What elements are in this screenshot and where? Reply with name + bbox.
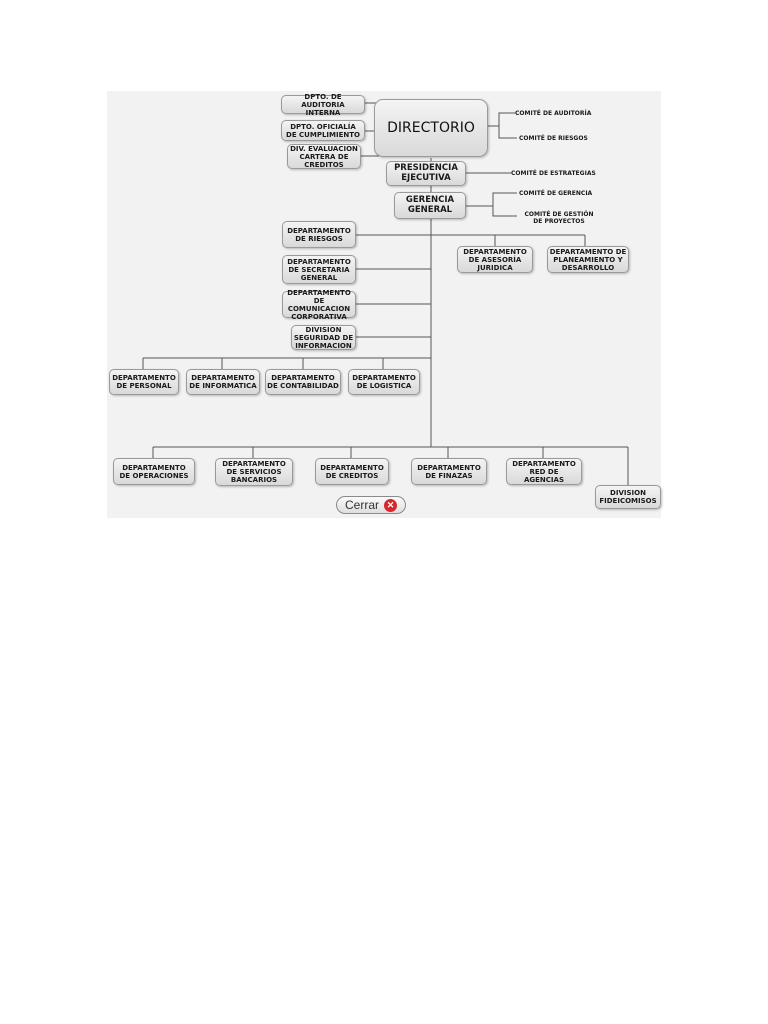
close-x-icon: ✕: [384, 499, 397, 512]
committee-auditoria: COMITÉ DE AUDITORÍA: [515, 110, 592, 117]
connector: [488, 113, 515, 126]
close-button-label: Cerrar: [344, 498, 379, 512]
committee-gerencia: COMITÉ DE GERENCIA: [519, 190, 593, 197]
connector: [493, 206, 517, 216]
box-departamento-riesgos: DEPARTAMENTO DE RIESGOS: [282, 221, 356, 248]
box-presidencia-ejecutiva: PRESIDENCIA EJECUTIVA: [386, 161, 466, 186]
box-departamento-servicios: DEPARTAMENTO DE SERVICIOS BANCARIOS: [215, 458, 293, 486]
org-chart: [107, 91, 661, 518]
box-departamento-contabilidad: DEPARTAMENTO DE CONTABILIDAD: [265, 369, 341, 395]
box-departamento-personal: DEPARTAMENTO DE PERSONAL: [109, 369, 179, 395]
box-departamento-secretaria: DEPARTAMENTO DE SECRETARIA GENERAL: [282, 255, 356, 284]
box-departamento-planeamiento: DEPARTAMENTO DE PLANEAMIENTO Y DESARROLLO: [547, 246, 629, 273]
committee-riesgos: COMITÉ DE RIESGOS: [519, 135, 588, 142]
box-departamento-operaciones: DEPARTAMENTO DE OPERACIONES: [113, 458, 195, 485]
box-departamento-asesoria: DEPARTAMENTO DE ASESORÍA JURIDICA: [457, 246, 533, 273]
box-directorio: DIRECTORIO: [374, 99, 488, 157]
connector: [466, 193, 517, 206]
close-button[interactable]: [336, 496, 406, 514]
box-departamento-comunicacion: DEPARTAMENTO DE COMUNICACION CORPORATIVA: [282, 291, 356, 318]
box-departamento-creditos: DEPARTAMENTO DE CREDITOS: [315, 458, 389, 485]
box-division-seguridad: DIVISION SEGURIDAD DE INFORMACION: [291, 325, 356, 350]
box-departamento-informatica: DEPARTAMENTO DE INFORMATICA: [186, 369, 260, 395]
box-gerencia-general: GERENCIA GENERAL: [394, 192, 466, 219]
committee-estrategias: COMITÉ DE ESTRATEGIAS: [511, 170, 596, 177]
connector: [499, 126, 517, 138]
committee-gestion-proyectos: COMITÉ DE GESTIÓN DE PROYECTOS: [524, 211, 594, 225]
box-evaluacion-cartera: DIV. EVALUACION CARTERA DE CREDITOS: [287, 144, 361, 169]
box-auditoria-interna: DPTO. DE AUDITORIA INTERNA: [281, 95, 365, 114]
box-departamento-finanzas: DEPARTAMENTO DE FINAZAS: [411, 458, 487, 485]
box-departamento-logistica: DEPARTAMENTO DE LOGISTICA: [348, 369, 420, 395]
box-oficialia-cumplimiento: DPTO. OFICIALÍA DE CUMPLIMIENTO: [281, 120, 365, 141]
box-departamento-agencias: DEPARTAMENTO RED DE AGENCIAS: [506, 458, 582, 485]
box-division-fideicomisos: DIVISION FIDEICOMISOS: [595, 485, 661, 509]
